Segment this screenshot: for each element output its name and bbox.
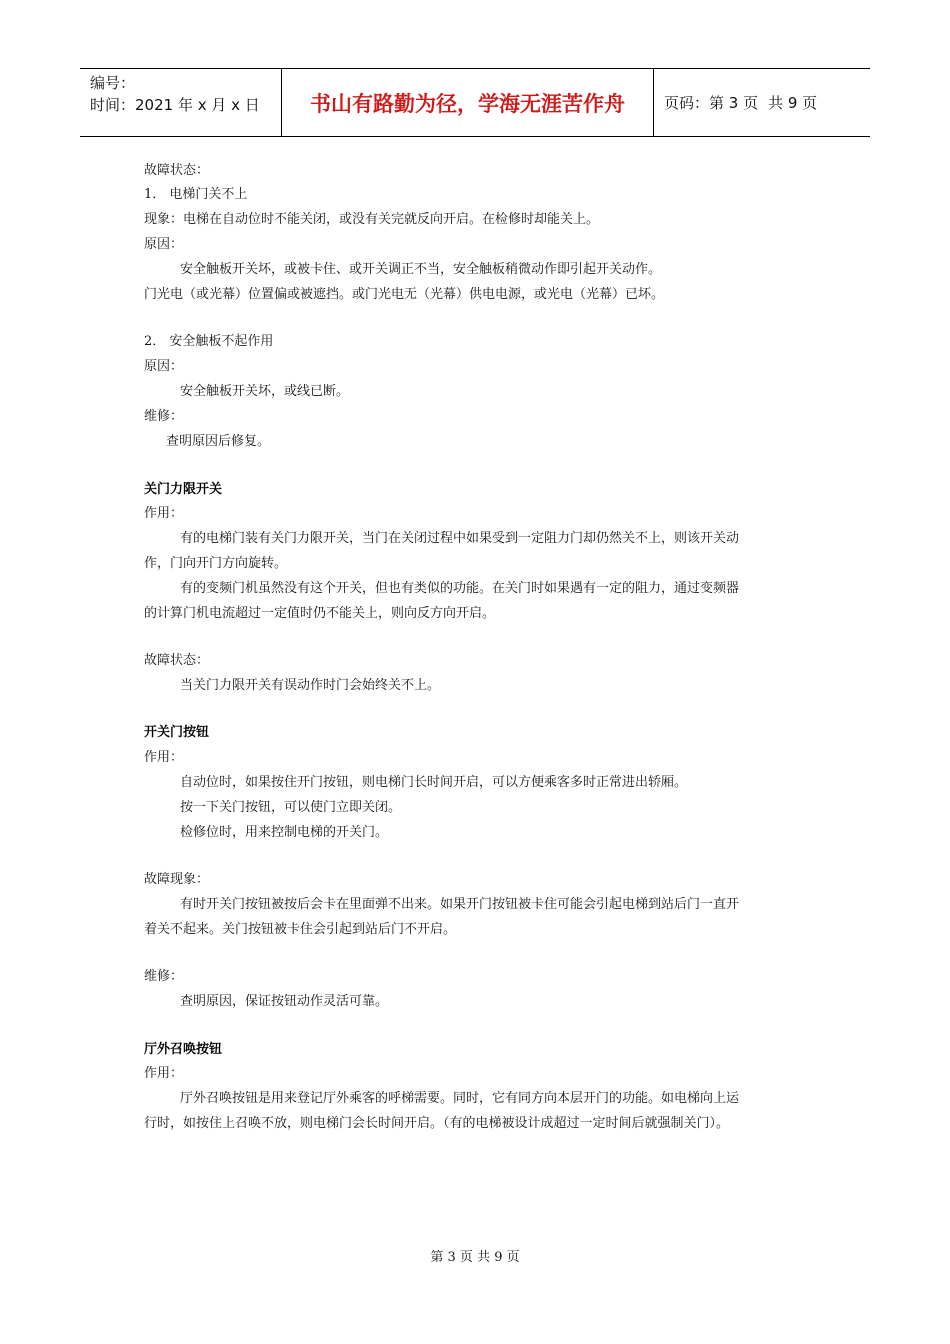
section-heading-door-buttons: 开关门按钮 (144, 725, 210, 740)
cause-label: 原因： (144, 237, 184, 252)
function-label: 作用： (144, 1066, 184, 1081)
function-label: 作用： (144, 506, 184, 521)
repair-label: 维修： (144, 969, 184, 984)
cause-text-1: 安全触板开关坏，或被卡住、或开关调正不当，安全触板稍微动作即引起开关动作。 (180, 262, 662, 277)
item-2-title: 2． 安全触板不起作用 (144, 334, 274, 349)
paragraph-line: 自动位时，如果按住开门按钮，则电梯门长时间开启，可以方便乘客多时正常进出轿厢。 (180, 775, 688, 790)
paragraph-line: 按一下关门按钮，可以使门立即关闭。 (180, 800, 402, 815)
document-number-label: 编号： (90, 74, 136, 92)
section-heading-hall-call-button: 厅外召唤按钮 (144, 1042, 223, 1057)
repair-text: 查明原因后修复。 (166, 434, 271, 449)
item-1-title: 1． 电梯门关不上 (144, 187, 248, 202)
cause-text: 安全触板开关坏，或线已断。 (180, 384, 350, 399)
paragraph-line: 行时，如按住上召唤不放，则电梯门会长时间开启。（有的电梯被设计成超过一定时间后就强制关门）。 (144, 1116, 730, 1131)
function-label: 作用： (144, 750, 184, 765)
fault-phenomenon-label: 故障现象： (144, 872, 210, 887)
paragraph-line: 作，门向开门方向旋转。 (144, 556, 288, 571)
header-page-number: 页码：第 3 页 (664, 94, 759, 112)
fault-status-label: 故障状态： (144, 653, 210, 668)
cause-text-2: 门光电（或光幕）位置偏或被遮挡。或门光电无（光幕）供电电源，或光电（光幕）已坏。 (144, 287, 665, 302)
header-page-total: 共 9 页 (768, 94, 818, 112)
fault-status-label: 故障状态： (144, 163, 210, 178)
paragraph-line: 有的电梯门装有关门力限开关，当门在关闭过程中如果受到一定阻力门却仍然关不上，则该开关动 (180, 531, 740, 546)
repair-label: 维修： (144, 409, 184, 424)
section-heading-door-force-switch: 关门力限开关 (144, 482, 223, 497)
paragraph-line: 查明原因，保证按钮动作灵活可靠。 (180, 994, 389, 1009)
paragraph-line: 厅外召唤按钮是用来登记厅外乘客的呼梯需要。同时，它有同方向本层开门的功能。如电梯向上运 (180, 1091, 740, 1106)
document-date-label: 时间：2021 年 x 月 x 日 (90, 96, 260, 114)
paragraph-line: 有时开关门按钮被按后会卡在里面弹不出来。如果开门按钮被卡住可能会引起电梯到站后门一直开 (180, 897, 740, 912)
paragraph-line: 有的变频门机虽然没有这个开关，但也有类似的功能。在关门时如果遇有一定的阻力，通过变频器 (180, 581, 740, 596)
cause-label: 原因： (144, 359, 184, 374)
paragraph-line: 检修位时，用来控制电梯的开关门。 (180, 825, 389, 840)
paragraph-line: 当关门力限开关有误动作时门会始终关不上。 (180, 678, 441, 693)
paragraph-line: 着关不起来。关门按钮被卡住会引起到站后门不开启。 (144, 922, 457, 937)
paragraph-line: 的计算门机电流超过一定值时仍不能关上，则向反方向开启。 (144, 606, 496, 621)
phenomenon-text: 现象：电梯在自动位时不能关闭，或没有关完就反向开启。在检修时却能关上。 (144, 212, 600, 227)
header-motto: 书山有路勤为径，学海无涯苦作舟 (282, 69, 654, 136)
page-footer: 第 3 页 共 9 页 (430, 1250, 520, 1265)
